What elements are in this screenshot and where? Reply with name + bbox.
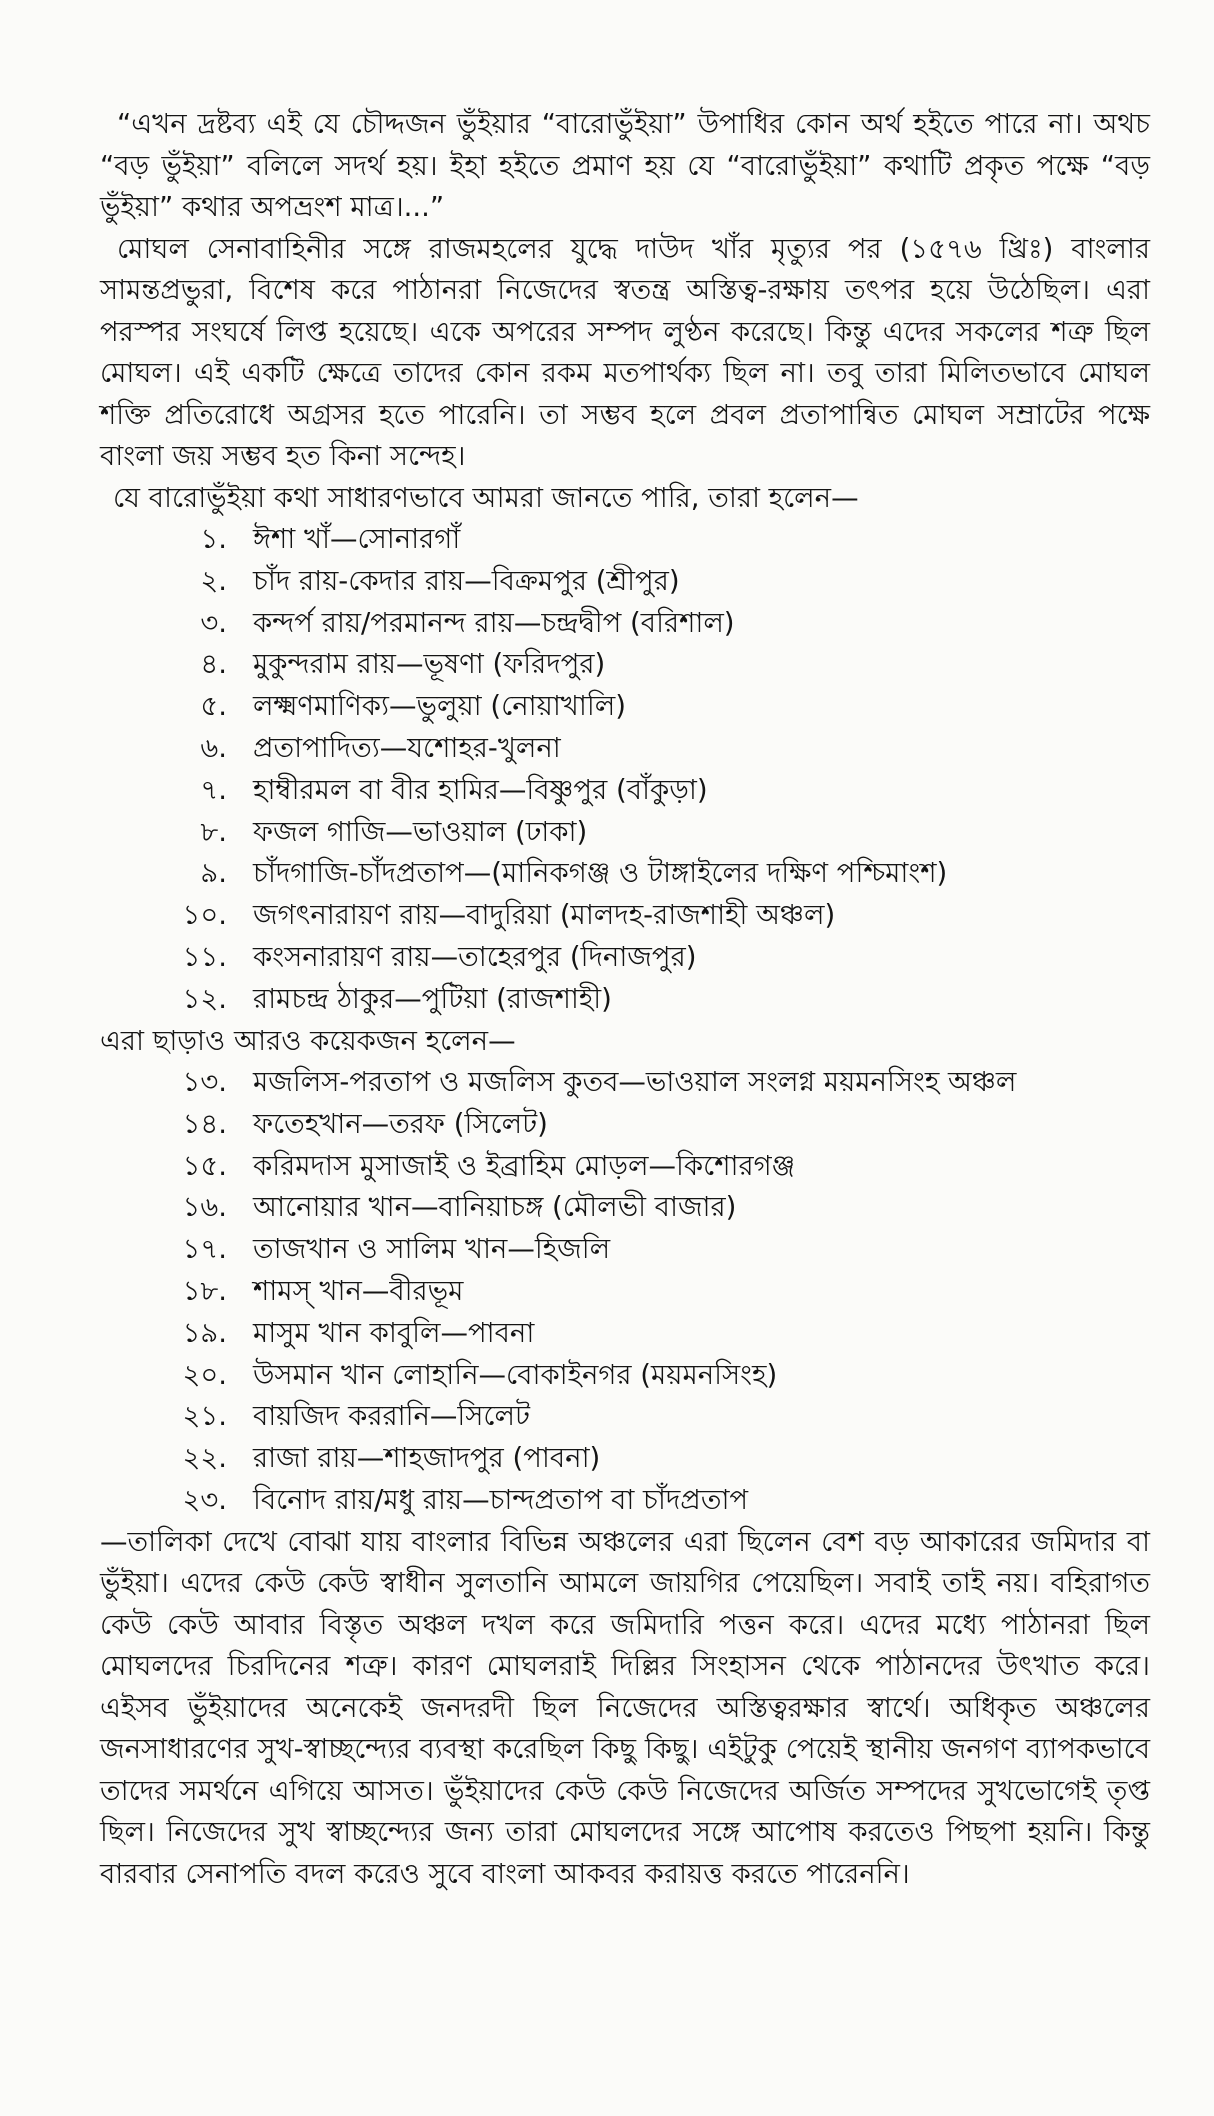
item-text: রাজা রায়—শাহজাদপুর (পাবনা)	[253, 1442, 601, 1475]
list-item	[166, 1062, 1150, 1104]
item-number: ২২.	[182, 1442, 227, 1475]
item-text: কংসনারায়ণ রায়—তাহেরপুর (দিনাজপুর)	[253, 940, 697, 973]
list-item	[166, 1480, 1150, 1522]
list-item	[166, 603, 1150, 645]
item-number: ১.	[200, 523, 227, 555]
list-item	[166, 1146, 1150, 1188]
item-number: ১৭.	[182, 1233, 227, 1266]
list-item	[166, 1313, 1150, 1355]
item-number: ১১.	[182, 940, 227, 973]
item-number: ১২.	[182, 982, 227, 1015]
list-item	[166, 1355, 1150, 1397]
list-item	[166, 1396, 1150, 1438]
item-number: ২৩.	[182, 1484, 227, 1517]
item-text: তাজখান ও সালিম খান—হিজলি	[253, 1233, 611, 1266]
list-intro: যে বারোভুঁইয়া কথা সাধারণভাবে আমরা জানতে পারি, তারা হলেন—	[113, 481, 859, 514]
list-item	[166, 1438, 1150, 1480]
list-item	[166, 895, 1150, 937]
item-number: ৫.	[200, 690, 227, 723]
item-number: ১৪.	[182, 1107, 227, 1140]
item-text: করিমদাস মুসাজাই ও ইব্রাহিম মোড়ল—কিশোরগঞ্জ	[253, 1149, 796, 1182]
item-number: ৪.	[200, 648, 227, 681]
list2-intro: এরা ছাড়াও আরও কয়েকজন হলেন—	[100, 1024, 516, 1057]
item-number: ১৩.	[182, 1066, 227, 1099]
list-item	[166, 812, 1150, 854]
item-number: ১৮.	[182, 1275, 227, 1308]
item-number: ২০.	[182, 1358, 227, 1391]
item-text: হাম্বীরমল বা বীর হামির—বিষ্ণুপুর (বাঁকুড়া)	[253, 773, 708, 806]
item-number: ৮.	[200, 815, 227, 848]
item-text: ঈশা খাঁ—সোনারগাঁ	[253, 523, 461, 555]
list-item	[166, 979, 1150, 1021]
list-item	[166, 644, 1150, 686]
item-text: চাঁদগাজি-চাঁদপ্রতাপ—(মানিকগঞ্জ ও টাঙ্গাইলের দক্ষিণ পশ্চিমাংশ)	[253, 857, 948, 890]
item-text: মজলিস-পরতাপ ও মজলিস কুতব—ভাওয়াল সংলগ্ন ময়মনসিংহ অঞ্চল	[253, 1066, 1017, 1099]
item-text: কন্দর্প রায়/পরমানন্দ রায়—চন্দ্রদ্বীপ (বরিশাল)	[253, 606, 735, 639]
list-item	[166, 853, 1150, 895]
quote-paragraph: “এখন দ্রষ্টব্য এই যে চৌদ্দজন ভুঁইয়ার “বারোভুঁইয়া” উপাধির কোন অর্থ হইতে পারে না। অথচ “বড় ভুঁইয়া” বলিলে সদর্থ হয়। ইহা হইতে প্রমাণ হয় যে “বারোভুঁইয়া” কথাটি প্রকৃত পক্ষে “বড় ভুঁইয়া” কথার অপভ্রংশ মাত্র।...”	[100, 108, 1150, 223]
item-text: রামচন্দ্র ঠাকুর—পুটিয়া (রাজশাহী)	[253, 982, 612, 1015]
item-text: বায়জিদ কররানি—সিলেট	[253, 1400, 530, 1433]
item-number: ৭.	[200, 773, 227, 806]
bhuiyan-list-main	[100, 519, 1150, 1021]
item-text: ফতেহখান—তরফ (সিলেট)	[253, 1107, 548, 1140]
item-number: ৩.	[200, 606, 227, 639]
item-text: আনোয়ার খান—বানিয়াচঙ্গ (মৌলভী বাজার)	[253, 1191, 737, 1224]
item-text: মাসুম খান কাবুলি—পাবনা	[253, 1316, 535, 1349]
list-item	[166, 728, 1150, 770]
list-item	[166, 519, 1150, 561]
list-item	[166, 686, 1150, 728]
list-item	[166, 1271, 1150, 1313]
item-text: লক্ষ্মণমাণিক্য—ভুলুয়া (নোয়াখালি)	[253, 690, 626, 723]
item-text: চাঁদ রায়-কেদার রায়—বিক্রমপুর (শ্রীপুর)	[253, 564, 680, 597]
item-number: ২১.	[182, 1400, 227, 1433]
item-text: জগৎনারায়ণ রায়—বাদুরিয়া (মালদহ-রাজশাহী অঞ্চল)	[253, 899, 836, 932]
item-text: ফজল গাজি—ভাওয়াল (ঢাকা)	[253, 815, 588, 848]
item-text: মুকুন্দরাম রায়—ভূষণা (ফরিদপুর)	[253, 648, 606, 681]
item-number: ১৫.	[182, 1149, 227, 1182]
item-number: ২.	[200, 564, 227, 597]
item-text: শামস্‌ খান—বীরভূম	[253, 1275, 464, 1308]
item-number: ১৬.	[182, 1191, 227, 1224]
item-number: ১৯.	[182, 1316, 227, 1349]
item-text: বিনোদ রায়/মধু রায়—চান্দপ্রতাপ বা চাঁদপ্রতাপ	[253, 1484, 749, 1517]
body-paragraph-1: মোঘল সেনাবাহিনীর সঙ্গে রাজমহলের যুদ্ধে দাউদ খাঁর মৃত্যুর পর (১৫৭৬ খ্রিঃ) বাংলার সামন্তপ্রভুরা, বিশেষ করে পাঠানরা নিজেদের স্বতন্ত্র অস্তিত্ব-রক্ষায় তৎপর হয়ে উঠেছিল। এরা পরস্পর সংঘর্ষে লিপ্ত হয়েছে। একে অপরের সম্পদ লুণ্ঠন করেছে। কিন্তু এদের সকলের শত্রু ছিল মোঘল। এই একটি ক্ষেত্রে তাদের কোন রকম মতপার্থক্য ছিল না। তবু তারা মিলিতভাবে মোঘল শক্তি প্রতিরোধে অগ্রসর হতে পারেনি। তা সম্ভব হলে প্রবল প্রতাপান্বিত মোঘল সম্রাটের পক্ষে বাংলা জয় সম্ভব হত কিনা সন্দেহ।	[100, 232, 1150, 472]
list-item	[166, 937, 1150, 979]
list-item	[166, 770, 1150, 812]
body-paragraph-2: —তালিকা দেখে বোঝা যায় বাংলার বিভিন্ন অঞ্চলের এরা ছিলেন বেশ বড় আকারের জমিদার বা ভুঁইয়া। এদের কেউ কেউ স্বাধীন সুলতানি আমলে জায়গির পেয়েছিল। সবাই তাই নয়। বহিরাগত কেউ কেউ আবার বিস্তৃত অঞ্চল দখল করে জমিদারি পত্তন করে। এদের মধ্যে পাঠানরা ছিল মোঘলদের চিরদিনের শত্রু। কারণ মোঘলরাই দিল্লির সিংহাসন থেকে পাঠানদের উৎখাত করে। এইসব ভুঁইয়াদের অনেকেই জনদরদী ছিল নিজেদের অস্তিত্বরক্ষার স্বার্থে। অধিকৃত অঞ্চলের জনসাধারণের সুখ-স্বাচ্ছন্দ্যের ব্যবস্থা করেছিল কিছু কিছু। এইটুকু পেয়েই স্থানীয় জনগণ ব্যাপকভাবে তাদের সমর্থনে এগিয়ে আসত। ভুঁইয়াদের কেউ কেউ নিজেদের অর্জিত সম্পদের সুখভোগেই তৃপ্ত ছিল। নিজেদের সুখ স্বাচ্ছন্দ্যের জন্য তারা মোঘলদের সঙ্গে আপোষ করতেও পিছপা হয়নি। কিন্তু বারবার সেনাপতি বদল করেও সুবে বাংলা আকবর করায়ত্ত করতে পারেননি।	[100, 1525, 1150, 1890]
list-item	[166, 561, 1150, 603]
item-number: ৬.	[200, 731, 227, 764]
list-item	[166, 1187, 1150, 1229]
item-number: ১০.	[182, 899, 227, 932]
item-text: প্রতাপাদিত্য—যশোহর-খুলনা	[253, 731, 561, 764]
list-item	[166, 1104, 1150, 1146]
item-text: উসমান খান লোহানি—বোকাইনগর (ময়মনসিংহ)	[253, 1358, 778, 1391]
bhuiyan-list-additional	[100, 1062, 1150, 1522]
list-item	[166, 1229, 1150, 1271]
item-number: ৯.	[200, 857, 227, 890]
